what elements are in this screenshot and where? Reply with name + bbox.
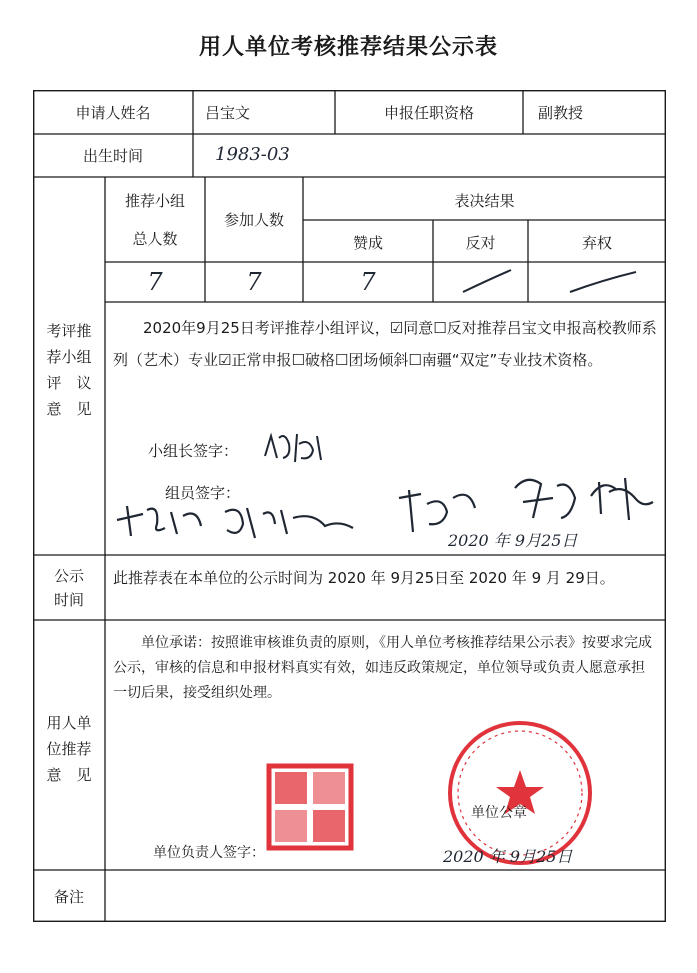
notice-section-label: [33, 564, 105, 612]
review-date: 2020 年 9月25日: [448, 531, 578, 550]
review-label-line-3: 评 议: [46, 374, 92, 392]
group-total-label-1: 推荐小组: [124, 192, 185, 210]
abstain-label: 弃权: [581, 234, 612, 252]
review-opinion: [113, 312, 658, 376]
birth-label: 出生时间: [82, 147, 143, 165]
responsible-sign-label: 单位负责人签字：: [153, 845, 265, 861]
leader-signature: [261, 428, 331, 468]
remarks-label: 备注: [53, 888, 84, 906]
members-signatures: [113, 468, 663, 550]
review-opinion-text: 2020年9月25日考评推荐小组评议，☑同意☐反对推荐吕宝文申报高校教师系列（艺术）专业☑正常申报☐破格☐团场倾斜☐南疆“双定”专业技术资格。: [113, 319, 657, 369]
oppose-label: 反对: [465, 234, 496, 252]
notice-label-line-2: 时间: [53, 591, 84, 609]
review-label-line-4: 意 见: [46, 400, 92, 418]
unit-label-line-1: 用人单: [46, 714, 92, 732]
unit-date: 2020 年 9月25日: [443, 847, 573, 866]
birth-value: 1983-03: [215, 144, 290, 165]
notice-label-line-1: 公示: [53, 567, 84, 585]
qualification-label: 申报任职资格: [383, 104, 474, 122]
review-label-line-1: 考评推: [46, 322, 92, 340]
group-total-value: 7: [147, 268, 163, 296]
result-label: 表决结果: [454, 192, 515, 210]
unit-label-line-2: 位推荐: [46, 740, 92, 758]
participants-value: 7: [246, 268, 262, 296]
personal-seal: [265, 762, 355, 852]
oppose-dash: [433, 262, 528, 302]
approve-label: 赞成: [352, 234, 383, 252]
qualification-value: 副教授: [538, 104, 584, 122]
group-total-label-2: 总人数: [132, 230, 178, 248]
applicant-name-value: 吕宝文: [205, 104, 251, 122]
page-title: 用人单位考核推荐结果公示表: [198, 35, 498, 60]
unit-label-line-3: 意 见: [46, 766, 92, 784]
seal-label: 单位公章: [471, 805, 527, 821]
approve-value: 7: [360, 268, 376, 296]
review-label-line-2: 荐小组: [46, 348, 92, 366]
review-section-label: [33, 318, 105, 422]
unit-pledge-text: 单位承诺：按照谁审核谁负责的原则，《用人单位考核推荐结果公示表》按要求完成公示，审核的信息和申报材料真实有效，如违反政策规定，单位领导或负责人愿意承担一切后果，接受组织处理。: [113, 635, 652, 701]
unit-section-label: [33, 710, 105, 788]
leader-sign-label: 小组长签字：: [148, 442, 239, 460]
applicant-name-label: 申请人姓名: [75, 104, 151, 122]
form-table: [33, 90, 666, 922]
notice-text: 此推荐表在本单位的公示时间为 2020 年 9月25日至 2020 年 9 月 29日。: [113, 569, 615, 587]
unit-pledge: [113, 631, 653, 706]
participants-label: 参加人数: [223, 211, 284, 229]
abstain-dash: [528, 262, 666, 302]
members-sign-label: 组员签字：: [165, 484, 241, 502]
